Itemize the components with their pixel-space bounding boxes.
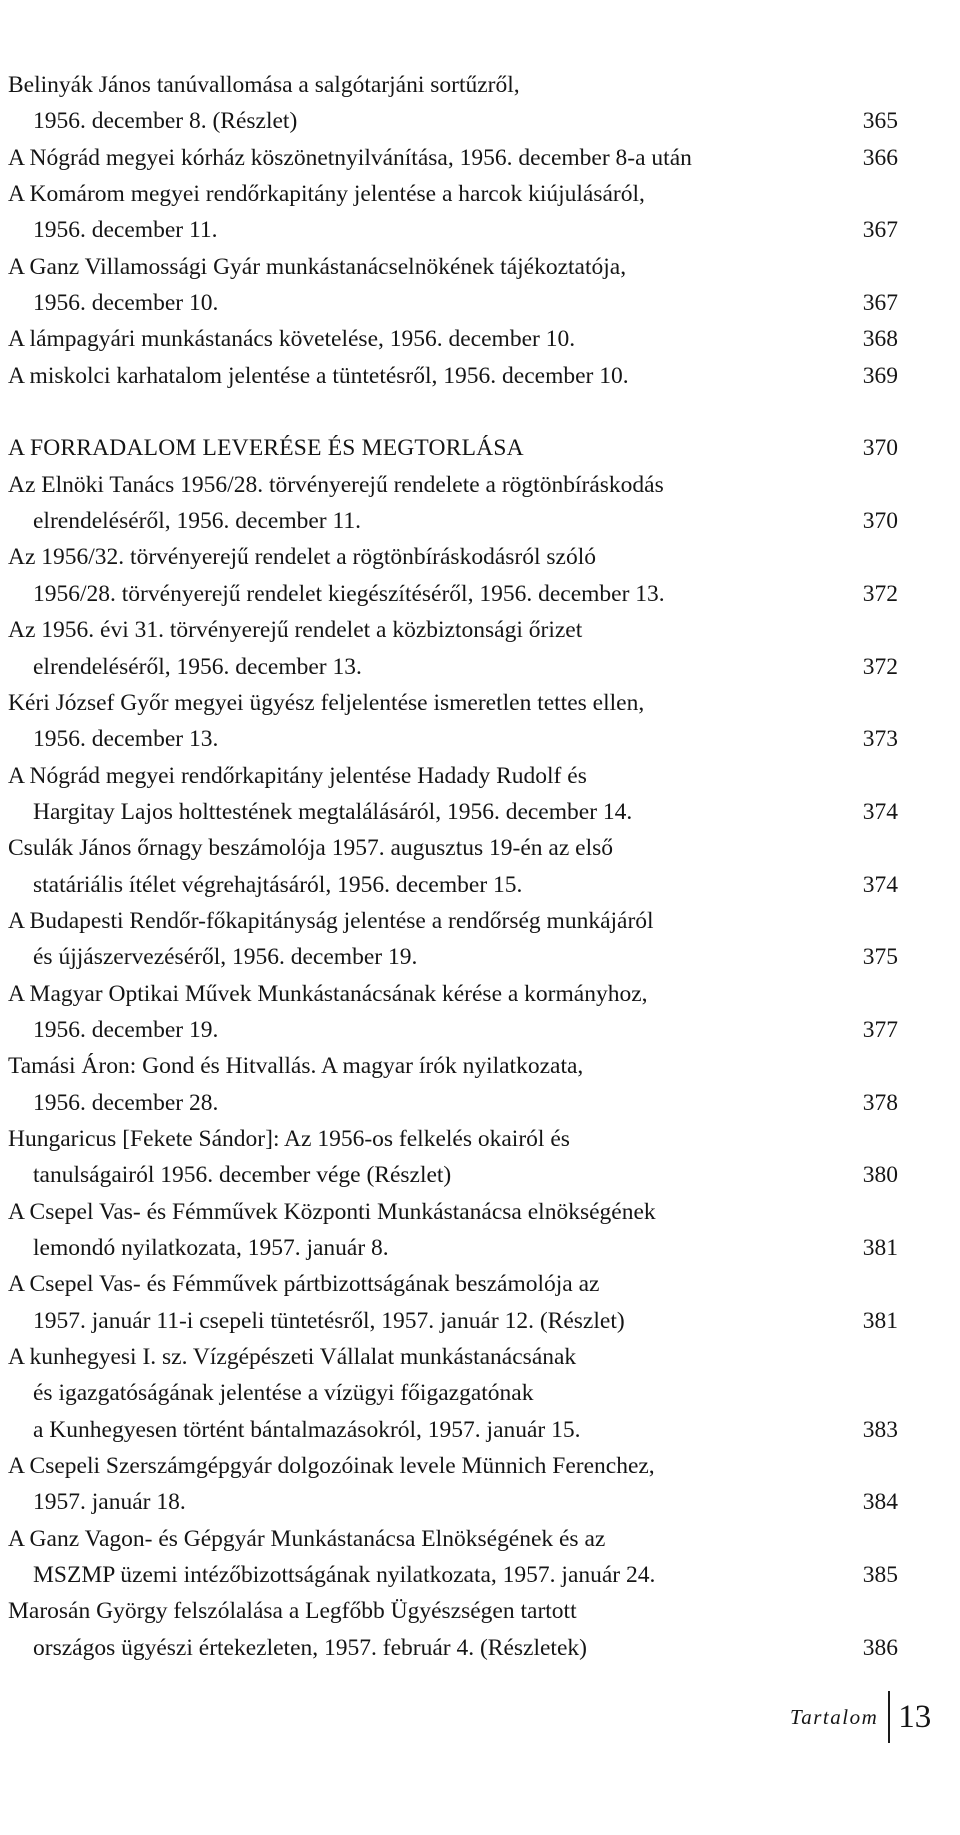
toc-line (8, 67, 898, 103)
toc-entry-text: A Komárom megyei rendőrkapitány jelentése a harcok kiújulásáról, (8, 181, 645, 208)
toc-page-number: 367 (862, 217, 898, 244)
toc-page-number: 381 (862, 1235, 898, 1261)
toc-line (8, 1448, 898, 1484)
toc-line (8, 576, 898, 612)
toc-page-number: 370 (862, 435, 898, 462)
toc-entry-text: A Budapesti Rendőr-főkapitányság jelentése a rendőrség munkájáról (8, 907, 654, 934)
toc-line (8, 249, 898, 285)
toc-entry-text: Az 1956. évi 31. törvényerejű rendelet a közbiztonsági őrizet (8, 617, 583, 644)
toc-line (8, 1012, 898, 1048)
toc-line (8, 1230, 898, 1266)
toc-line (8, 140, 898, 176)
toc-line (8, 1557, 898, 1593)
toc-entry-text: 1957. január 18. (33, 1489, 186, 1516)
toc-line (8, 285, 898, 321)
toc-line (8, 612, 898, 648)
footer-section-label: Tartalom (790, 1704, 879, 1729)
toc-line (8, 867, 898, 903)
toc-line (8, 176, 898, 212)
toc-entry-text: és igazgatóságának jelentése a vízügyi főigazgatónak (33, 1380, 534, 1407)
toc-entry-text: A Nógrád megyei kórház köszönetnyilvánítása, 1956. december 8-a után (8, 144, 692, 171)
toc-entry-text: A Csepeli Szerszámgépgyár dolgozóinak levele Münnich Ferenchez, (8, 1453, 655, 1480)
toc-line (8, 358, 898, 394)
toc-page-number: 385 (862, 1562, 898, 1589)
toc-entry-text: A Csepel Vas- és Fémművek pártbizottságának beszámolója az (8, 1271, 600, 1298)
toc-entry-text: 1956. december 13. (33, 726, 219, 753)
toc-entry-text: 1956. december 19. (33, 1016, 219, 1043)
toc-entry-text: 1956. december 10. (33, 290, 219, 317)
toc-entry-text: MSZMP üzemi intézőbizottságának nyilatkozata, 1957. január 24. (33, 1562, 656, 1589)
toc-page-number: 386 (862, 1634, 898, 1661)
toc-entry-text: Hungaricus [Fekete Sándor]: Az 1956-os felkelés okairól és (8, 1125, 570, 1152)
toc-page-number: 369 (862, 362, 898, 389)
toc-line (8, 721, 898, 757)
toc-line (8, 794, 898, 830)
toc-page-number: 366 (862, 144, 898, 171)
toc-line (8, 503, 898, 539)
page-number: 13 (898, 1698, 932, 1735)
toc-entry-text: A kunhegyesi I. sz. Vízgépészeti Vállalat munkástanácsának (8, 1344, 577, 1371)
toc-entry-text: elrendeléséről, 1956. december 11. (33, 508, 361, 535)
toc-line (8, 321, 898, 357)
toc-entry-text: 1956. december 28. (33, 1089, 219, 1116)
toc-line (8, 976, 898, 1012)
section-heading-text: A FORRADALOM LEVERÉSE ÉS MEGTORLÁSA (8, 435, 524, 462)
section-spacer (8, 394, 898, 430)
toc-entry-text: A Ganz Vagon- és Gépgyár Munkástanácsa Elnökségének és az (8, 1525, 606, 1552)
toc-line (8, 103, 898, 139)
toc-line (8, 1339, 898, 1375)
toc-entry-text: 1956. december 8. (Részlet) (33, 108, 298, 135)
toc-page-number: 365 (862, 108, 898, 135)
toc-entry-text: Az 1956/32. törvényerejű rendelet a rögtönbíráskodásról szóló (8, 544, 596, 571)
toc-entry-text: Kéri József Győr megyei ügyész feljelentése ismeretlen tettes ellen, (8, 689, 645, 716)
toc-page-number: 374 (862, 871, 898, 898)
toc-line (8, 1266, 898, 1302)
toc-entry-text: A Magyar Optikai Művek Munkástanácsának kérése a kormányhoz, (8, 980, 648, 1007)
toc-line (8, 830, 898, 866)
toc-page-number: 381 (862, 1307, 898, 1334)
toc-entry-text: Az Elnöki Tanács 1956/28. törvényerejű rendelete a rögtönbíráskodás (8, 471, 664, 498)
toc-entry-text: statáriális ítélet végrehajtásáról, 1956. december 15. (33, 871, 523, 898)
toc-page-number: 367 (862, 290, 898, 317)
toc-line (8, 467, 898, 503)
toc-line (8, 1484, 898, 1520)
toc-entry-text: Csulák János őrnagy beszámolója 1957. augusztus 19-én az első (8, 835, 613, 862)
toc-line (8, 685, 898, 721)
toc-line (8, 1121, 898, 1157)
toc-line (8, 758, 898, 794)
toc-entry-text: A Ganz Villamossági Gyár munkástanácselnökének tájékoztatója, (8, 253, 627, 280)
toc-page-number: 372 (862, 653, 898, 680)
toc-entry-text: lemondó nyilatkozata, 1957. január 8. (33, 1235, 389, 1261)
toc-page-number: 383 (862, 1416, 898, 1443)
toc-line (8, 1194, 898, 1230)
toc-line (8, 1303, 898, 1339)
toc-entry-text: tanulságairól 1956. december vége (Részlet) (33, 1162, 452, 1189)
toc-page-number: 368 (862, 326, 898, 353)
table-of-contents (8, 67, 898, 1666)
toc-page-number: 375 (862, 944, 898, 971)
toc-line (8, 212, 898, 248)
toc-line (8, 939, 898, 975)
toc-entry-text: A lámpagyári munkástanács követelése, 1956. december 10. (8, 326, 576, 353)
toc-line (8, 1157, 898, 1193)
toc-entry-text: Hargitay Lajos holttestének megtalálásáról, 1956. december 14. (33, 798, 633, 825)
toc-entry-text: országos ügyészi értekezleten, 1957. február 4. (Részletek) (33, 1634, 587, 1661)
toc-line (8, 1412, 898, 1448)
toc-entry-text: 1956. december 11. (33, 217, 218, 244)
toc-entry-text: A Nógrád megyei rendőrkapitány jelentése Hadady Rudolf és (8, 762, 587, 789)
toc-entry-text: a Kunhegyesen történt bántalmazásokról, 1957. január 15. (33, 1416, 581, 1443)
toc-page-number: 384 (862, 1489, 898, 1516)
toc-line (8, 1048, 898, 1084)
toc-line (8, 1085, 898, 1121)
toc-page-number: 372 (862, 580, 898, 607)
toc-entry-text: A miskolci karhatalom jelentése a tüntetésről, 1956. december 10. (8, 362, 629, 389)
toc-entry-text: 1957. január 11-i csepeli tüntetésről, 1957. január 12. (Részlet) (33, 1307, 625, 1334)
toc-line (8, 649, 898, 685)
toc-section-heading (8, 430, 898, 466)
toc-entry-text: Tamási Áron: Gond és Hitvallás. A magyar írók nyilatkozata, (8, 1053, 584, 1080)
toc-page-number: 377 (862, 1016, 898, 1043)
toc-entry-text: 1956/28. törvényerejű rendelet kiegészítéséről, 1956. december 13. (33, 580, 665, 607)
toc-entry-text: A Csepel Vas- és Fémművek Központi Munkástanácsa elnökségének (8, 1198, 656, 1225)
toc-line (8, 903, 898, 939)
toc-line (8, 1593, 898, 1629)
toc-page-number: 370 (862, 508, 898, 535)
toc-line (8, 1375, 898, 1411)
toc-line (8, 539, 898, 575)
toc-entry-text: elrendeléséről, 1956. december 13. (33, 653, 362, 680)
running-footer (790, 1690, 931, 1744)
toc-page-number: 380 (862, 1162, 898, 1189)
toc-line (8, 1630, 898, 1666)
toc-line (8, 1521, 898, 1557)
toc-page-number: 374 (862, 798, 898, 825)
toc-entry-text: Marosán György felszólalása a Legfőbb Ügyészségen tartott (8, 1598, 577, 1625)
toc-entry-text: és újjászervezéséről, 1956. december 19. (33, 944, 418, 971)
toc-page-number: 373 (862, 726, 898, 753)
toc-page-number: 378 (862, 1089, 898, 1116)
toc-entry-text: Belinyák János tanúvallomása a salgótarjáni sortűzről, (8, 72, 520, 98)
